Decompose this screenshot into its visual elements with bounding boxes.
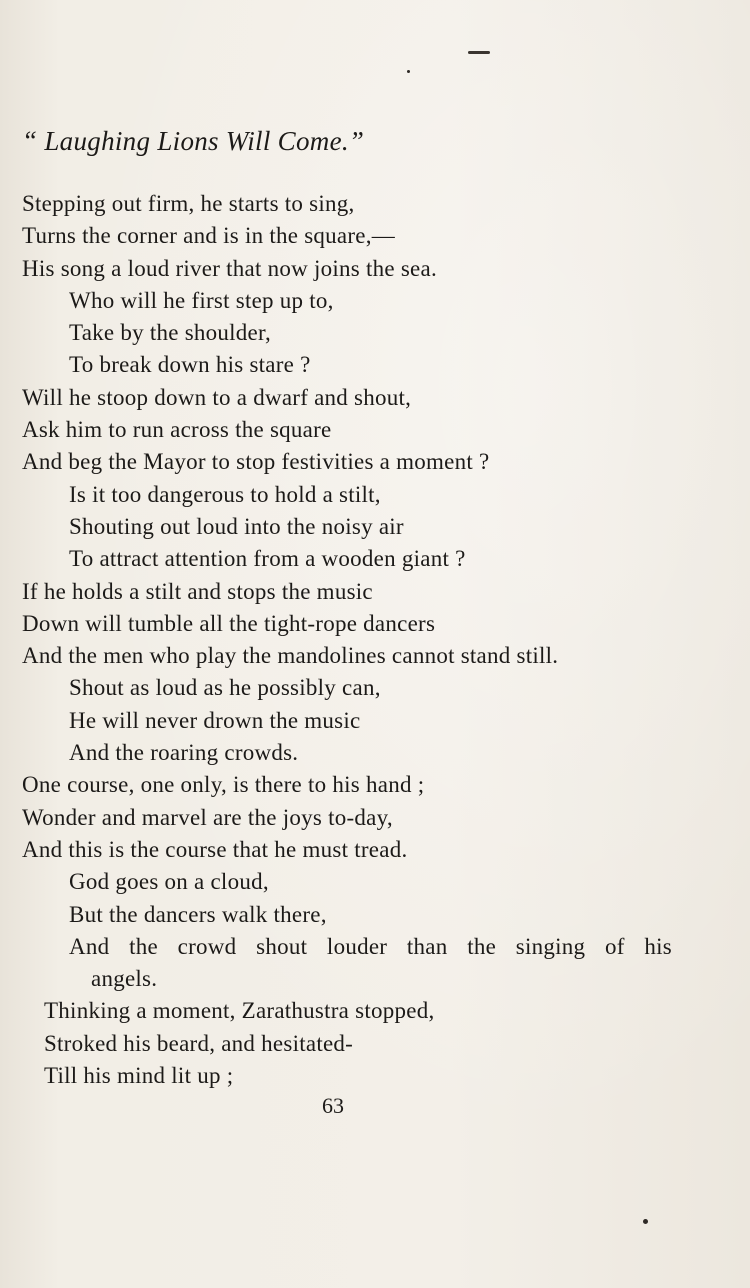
poem-line: But the dancers walk there, — [69, 901, 327, 927]
poem-line: God goes on a cloud, — [69, 869, 269, 895]
poem-line: His song a loud river that now joins the sea. — [22, 255, 437, 281]
poem-line: Stroked his beard, and hesitated- — [44, 1030, 354, 1056]
poem-line: If he holds a stilt and stops the music — [22, 578, 373, 604]
paper-speck — [407, 70, 410, 73]
poem-line: And beg the Mayor to stop festivities a moment ? — [22, 449, 490, 475]
poem-line: He will never drown the music — [69, 707, 361, 733]
poem-line: Will he stoop down to a dwarf and shout, — [22, 384, 412, 410]
poem-line: To break down his stare ? — [69, 352, 311, 378]
poem-line: And the crowd shout louder than the singing of his — [69, 933, 672, 959]
poem-title: “ Laughing Lions Will Come.” — [22, 126, 365, 156]
poem-line: Shout as loud as he possibly can, — [69, 675, 381, 701]
poem-line: Ask him to run across the square — [22, 417, 332, 443]
paper-speck — [643, 1219, 648, 1224]
poem-body — [22, 188, 672, 1092]
poem-line: Thinking a moment, Zarathustra stopped, — [44, 998, 435, 1024]
poem-line: Stepping out firm, he starts to sing, — [22, 191, 355, 216]
poem-line: Turns the corner and is in the square,— — [22, 223, 395, 249]
poem-line: Who will he first step up to, — [69, 287, 334, 313]
poem-line: And this is the course that he must tread. — [22, 836, 408, 862]
poem-line: And the men who play the mandolines cannot stand still. — [22, 643, 559, 669]
poem-line: And the roaring crowds. — [69, 740, 299, 766]
poem-line-continuation: angels. — [91, 966, 158, 992]
poem-line: Down will tumble all the tight-rope dancers — [22, 610, 436, 636]
poem-line: To attract attention from a wooden giant ? — [69, 546, 466, 572]
poem-line: Is it too dangerous to hold a stilt, — [69, 481, 381, 507]
poem-line: Till his mind lit up ; — [44, 1063, 234, 1089]
page-number: 63 — [322, 1093, 344, 1118]
printer-mark — [468, 51, 490, 54]
poem-line: Take by the shoulder, — [69, 320, 271, 346]
poem-line: Shouting out loud into the noisy air — [69, 513, 404, 539]
poem-line: Wonder and marvel are the joys to-day, — [22, 804, 393, 830]
poem-line: One course, one only, is there to his hand ; — [22, 772, 425, 798]
